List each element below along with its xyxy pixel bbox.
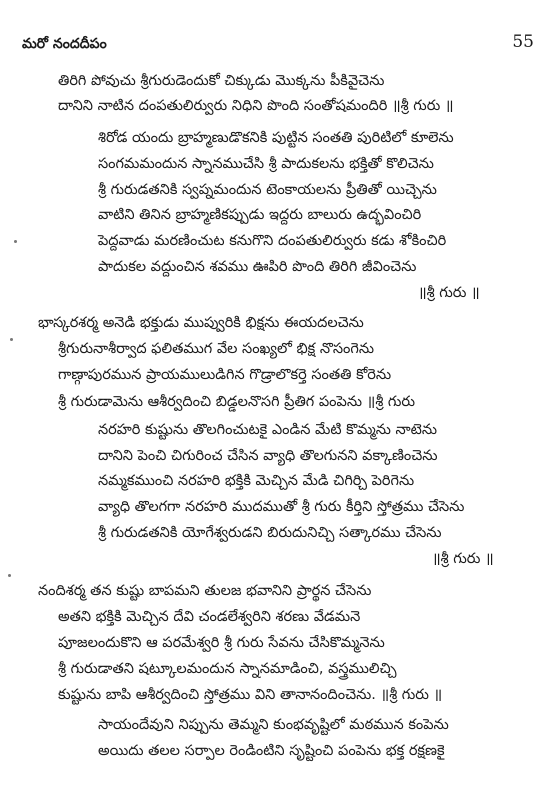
scan-speck: [14, 240, 17, 243]
verse-line: భాస్కరశర్మ అనెడి భక్తుడు ముప్వురికి భిక్షను ఈయదలచెను: [38, 315, 364, 331]
refrain-label: ॥శ్రీ గురు ॥: [432, 551, 494, 567]
verse-line: పాదుకల వద్దుంచిన శవము ఊపిరి పొంది తిరిగి జీవించెను: [98, 259, 417, 275]
verse-line: శ్రీగురునాశీర్వాద ఫలితముగ వేల సంఖ్యలో భిక్ష నొసంగెను: [58, 341, 375, 357]
verse-line: తిరిగి పోవుచు శ్రీగురుడెందుకో చిక్కుడు మొక్కను పీకివైచెను: [58, 73, 385, 89]
verse-line: దానిని నాటిన దంపతులిర్వురు నిధిని పొంది సంతోషమందిరి ॥శ్రీ గురు ॥: [58, 98, 454, 114]
verse-line: గాణ్గాపురమున ప్రాయములుడిగిన గొడ్రాలొకర్తె సంతతి కోరెను: [58, 367, 392, 383]
verse-line: వ్యాధి తొలగగా నరహరి ముదముతో శ్రీ గురు కీర్తిని స్తోత్రము చేసెను: [98, 499, 465, 515]
verse-line: నమ్మకముంచి నరహరి భక్తికి మెచ్చిన మేడి చిగిర్చి పెరిగెను: [98, 473, 415, 489]
verse-line: అయిదు తలల సర్పాల రెండింటిని సృష్టించి పంపెను భక్త రక్షణకై: [98, 743, 445, 759]
page-number: 55: [512, 32, 534, 52]
verse-line: నరహరి కుష్టును తొలగించుటకై ఎండిన మేటి కొమ్మను నాటెను: [98, 422, 438, 438]
verse-line: సంగమమందున స్నానముచేసి శ్రీ పాదుకలను భక్తితో కొలిచెను: [98, 156, 434, 172]
verse-line: పూజలందుకొని ఆ పరమేశ్వరి శ్రీ గురు సేవను చేసికొమ్మనెను: [58, 635, 385, 651]
verse-line: శ్రీ గురుడామెను ఆశీర్వదించి బిడ్డలనొసగి ప్రీతిగ పంపెను ॥శ్రీ గురు: [58, 394, 415, 410]
verse-line: శ్రీ గురుడతనికి యోగేశ్వరుడని బిరుదునిచ్చి సత్కారము చేసెను: [98, 525, 442, 541]
verse-line: నందిశర్మ తన కుష్టు బాపమని తులజ భవానిని ప్రార్థన చేసెను: [38, 583, 372, 599]
verse-line: శిరోడ యందు బ్రాహ్మణుడొకనికి పుట్టిన సంతతి పురిటిలో కూలెను: [98, 130, 454, 146]
refrain-label: ॥శ్రీ గురు ॥: [418, 285, 480, 301]
verse-line: పెద్దవాడు మరణించుట కనుగొని దంపతులిర్వురు కడు శోకించిరి: [98, 233, 447, 249]
verse-line: కుష్టును బాపి ఆశీర్వదించి స్తోత్రము విని తానానందించెను. ॥శ్రీ గురు ॥: [58, 687, 443, 703]
scan-speck: [8, 574, 11, 577]
verse-line: సాయందేవుని నిప్పును తెమ్మని కుంభవృష్టిలో మఠమున కంపెను: [98, 717, 449, 733]
verse-line: దానిని పెంచి చిగురించ చేసిన వ్యాధి తొలగునని వక్కాణించెను: [98, 448, 438, 464]
verse-line: వాటిని తినిన బ్రాహ్మణికప్పుడు ఇద్దరు బాలురు ఉద్భవించిరి: [98, 207, 422, 223]
running-header-title: మరో నందదీపం: [22, 36, 107, 52]
verse-line: శ్రీ గురుడతనికి స్వప్నమందున టెంకాయలను ప్రీతితో యిచ్చెను: [98, 182, 437, 198]
scan-speck: [10, 338, 13, 341]
verse-line: శ్రీ గురుడాతని షట్కూలమందున స్నానమాడించి, వస్త్రములిచ్చి: [58, 661, 397, 677]
verse-line: అతని భక్తికి మెచ్చిన దేవి చండలేశ్వరిని శరణు వేడమనె: [58, 609, 361, 625]
